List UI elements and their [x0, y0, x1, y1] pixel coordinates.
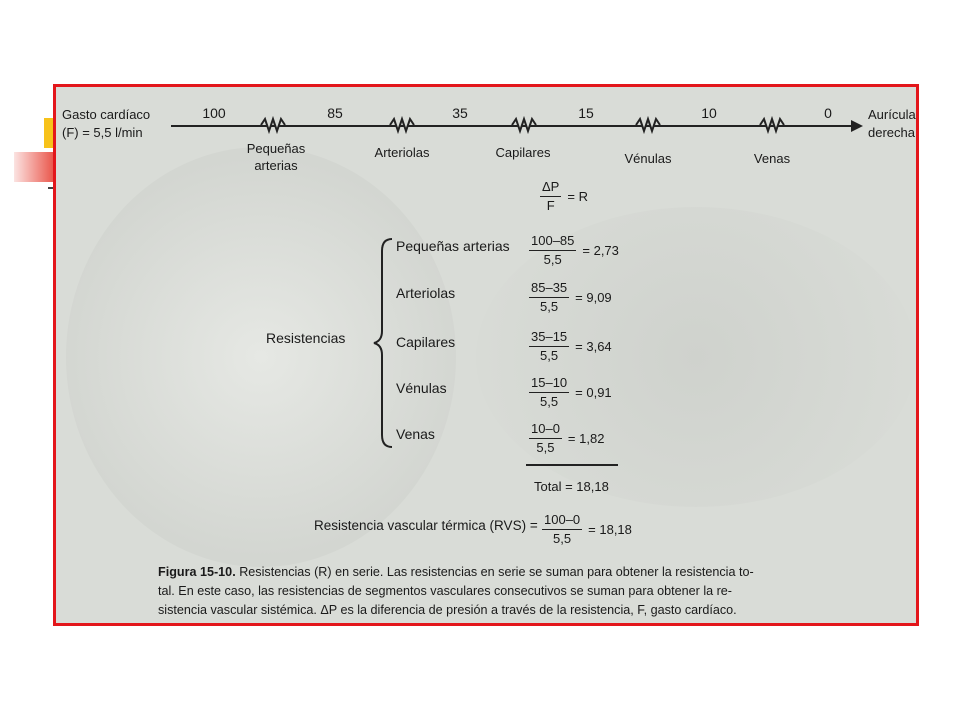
rvs-fraction: [542, 512, 632, 547]
resistance-fraction: [529, 233, 619, 268]
resistance-fraction: [529, 375, 612, 410]
cardiac-output-value: (F) = 5,5 l/min: [62, 125, 143, 140]
formula-result: = R: [567, 189, 588, 204]
segment-label: Pequeñas arterias: [246, 141, 306, 173]
fraction-numerator: 100–85: [529, 233, 576, 251]
fraction-numerator: 85–35: [529, 280, 569, 298]
cardiac-output-label: Gasto cardíaco: [62, 107, 151, 122]
pressure-label: 15: [578, 105, 594, 121]
resistance-row-label: Pequeñas arterias: [396, 238, 510, 254]
figure-caption: [158, 563, 818, 620]
resistor-icon: [390, 119, 414, 131]
resistance-row-label: Venas: [396, 426, 435, 442]
fraction-numerator: 10–0: [529, 421, 562, 439]
resistance-row-label: Arteriolas: [396, 285, 456, 301]
fraction-denominator: 5,5: [536, 440, 555, 455]
pressure-label: 0: [824, 105, 832, 121]
fraction-numerator: 35–15: [529, 329, 569, 347]
segment-label: Venas: [753, 151, 791, 166]
resistor-icon: [261, 119, 285, 131]
pressure-label: 35: [452, 105, 468, 121]
segment-label: Vénulas: [624, 151, 672, 166]
resistance-fraction: [529, 280, 612, 315]
resistance-value: = 0,91: [575, 385, 612, 400]
pressure-label: 85: [327, 105, 343, 121]
caption-text-line: Resistencias (R) en serie. Las resistencias en serie se suman para obtener la resistencia to-: [239, 565, 754, 579]
scanned-page-background: [56, 87, 916, 623]
formula-denominator: F: [546, 198, 555, 213]
fraction-denominator: 5,5: [540, 348, 559, 363]
resistances-group-label: Resistencias: [266, 330, 346, 346]
resistance-fraction: [529, 329, 612, 364]
rvs-value: = 18,18: [588, 522, 632, 537]
fraction-denominator: 5,5: [540, 299, 559, 314]
caption-text-line: tal. En este caso, las resistencias de segmentos vasculares consecutivos se suman para obtener la re-: [158, 584, 733, 598]
resistance-value: = 3,64: [575, 339, 612, 354]
formula-numerator: ΔP: [540, 179, 561, 197]
figure-frame: [53, 84, 919, 626]
resistance-row-label: Vénulas: [396, 380, 447, 396]
fraction-denominator: 5,5: [540, 394, 559, 409]
resistance-fraction: [529, 421, 604, 456]
resistance-value: = 1,82: [567, 431, 605, 446]
right-atrium-label-2: derecha: [868, 125, 915, 140]
right-atrium-label: Aurícula: [868, 107, 916, 122]
fraction-denominator: 5,5: [553, 531, 572, 546]
resistance-value: = 2,73: [582, 243, 619, 258]
pressure-label: 100: [202, 105, 226, 121]
pressure-label: 10: [701, 105, 717, 121]
caption-figure-number: Figura 15-10.: [158, 565, 236, 579]
fraction-numerator: 15–10: [529, 375, 569, 393]
fraction-denominator: 5,5: [543, 252, 562, 267]
segment-label: Capilares: [495, 145, 551, 160]
resistance-row-label: Capilares: [396, 334, 456, 350]
resistor-icon: [512, 119, 536, 131]
segment-label: Arteriolas: [374, 145, 430, 160]
total-resistance: Total = 18,18: [534, 479, 609, 494]
caption-text-line: sistencia vascular sistémica. ΔP es la diferencia de presión a través de la resistencia, F, gasto cardíaco.: [158, 603, 737, 617]
resistance-value: = 9,09: [575, 290, 612, 305]
total-separator: [526, 464, 618, 466]
resistance-formula: [540, 179, 588, 214]
fraction-numerator: 100–0: [542, 512, 582, 530]
slide-accent-red: [14, 152, 58, 182]
resistor-icon: [760, 119, 784, 131]
rvs-label: Resistencia vascular térmica (RVS) =: [314, 518, 538, 533]
resistor-icon: [636, 119, 660, 131]
